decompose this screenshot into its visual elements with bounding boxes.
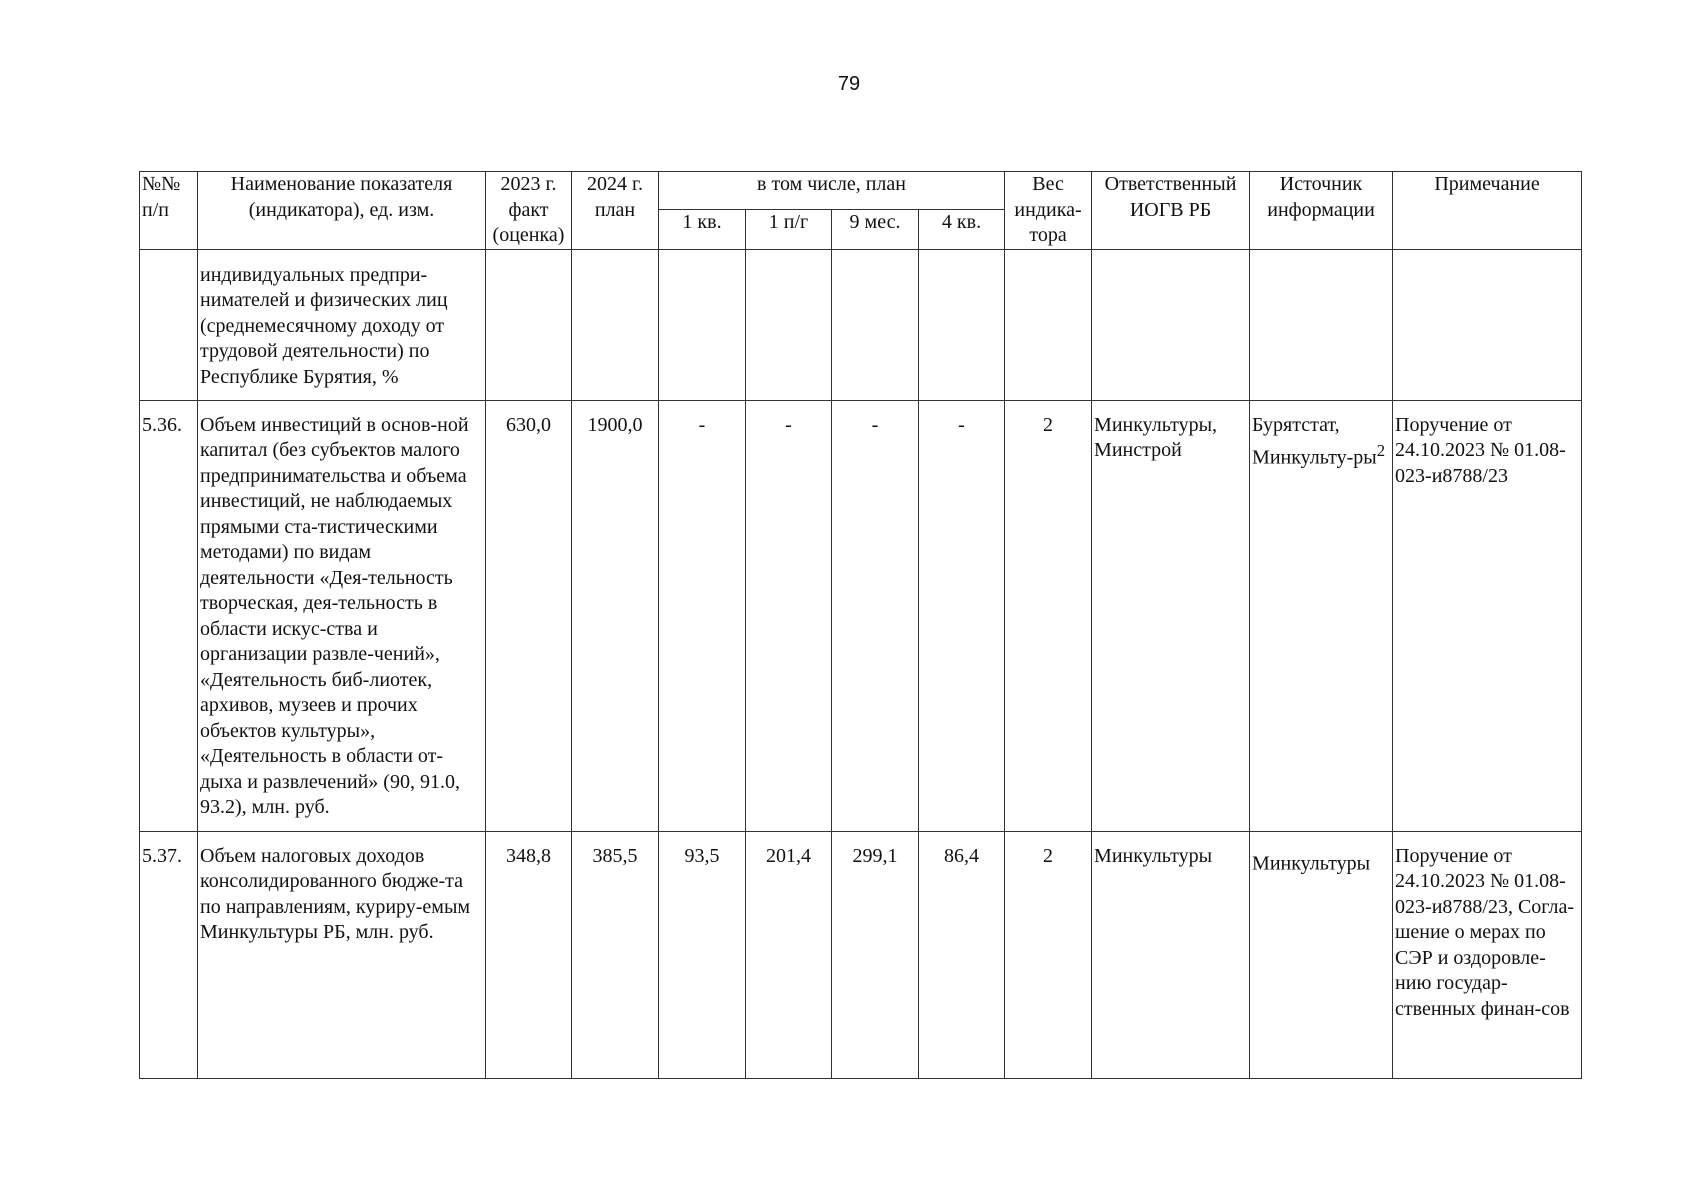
row-indicator-name: Объем налоговых доходов консолидированного бюдже-та по направлениям, куриру-емым Минкультуры РБ, млн. руб. xyxy=(198,831,486,1078)
indicators-table xyxy=(139,171,1582,1079)
row-indicator-name: индивидуальных предпри-нимателей и физических лиц (среднемесячному доходу от трудовой деятельности) по Республике Бурятия, % xyxy=(198,249,486,400)
header-2024-plan: 2024 г. план xyxy=(572,172,659,250)
row-source xyxy=(1250,249,1393,400)
row-h1: - xyxy=(746,400,832,831)
row-weight xyxy=(1005,249,1092,400)
row-source xyxy=(1250,831,1393,1078)
row-h1: 201,4 xyxy=(746,831,832,1078)
footnote-mark: 2 xyxy=(1376,441,1386,460)
header-q4: 4 кв. xyxy=(919,210,1005,250)
row-note: Поручение от 24.10.2023 № 01.08-023-и8788/23 xyxy=(1393,400,1582,831)
row-responsible: Минкультуры xyxy=(1092,831,1250,1078)
table-row xyxy=(140,249,1582,400)
row-9-months: - xyxy=(832,400,919,831)
header-source: Источник информации xyxy=(1250,172,1393,250)
header-h1: 1 п/г xyxy=(746,210,832,250)
row-responsible: Минкультуры, Минстрой xyxy=(1092,400,1250,831)
header-name: Наименование показателя (индикатора), ед. изм. xyxy=(198,172,486,250)
row-number: 5.37. xyxy=(140,831,198,1078)
row-number xyxy=(140,249,198,400)
row-indicator-name: Объем инвестиций в основ-ной капитал (без субъектов малого предпринимательства и объема инвестиций, не наблюдаемых прямыми ста-тистическими методами) по видам деятельности «Дея-тельность творческая, дея-тельность в области искус-ства и организации развле-чений», «Деятельность биб-лиотек, архивов, музеев и прочих объектов культуры», «Деятельность в области от-дыха и развлечений» (90, 91.0, 93.2), млн. руб. xyxy=(198,400,486,831)
row-plan-2024: 1900,0 xyxy=(572,400,659,831)
header-number: №№ п/п xyxy=(140,172,198,250)
row-plan-2024: 385,5 xyxy=(572,831,659,1078)
row-fact-2023: 348,8 xyxy=(486,831,572,1078)
row-q4 xyxy=(919,249,1005,400)
row-source-text: Минкультуры xyxy=(1252,852,1371,875)
header-responsible: Ответственный ИОГВ РБ xyxy=(1092,172,1250,250)
row-q1: 93,5 xyxy=(659,831,746,1078)
row-plan-2024 xyxy=(572,249,659,400)
row-note: Поручение от 24.10.2023 № 01.08-023-и8788/23, Согла-шение о мерах по СЭР и оздоровле-нию государ-ственных финан-сов xyxy=(1393,831,1582,1078)
row-weight: 2 xyxy=(1005,831,1092,1078)
row-h1 xyxy=(746,249,832,400)
page-number: 79 xyxy=(837,73,861,95)
table-row xyxy=(140,400,1582,831)
row-q4: - xyxy=(919,400,1005,831)
row-q1: - xyxy=(659,400,746,831)
row-responsible xyxy=(1092,249,1250,400)
row-fact-2023: 630,0 xyxy=(486,400,572,831)
row-9-months: 299,1 xyxy=(832,831,919,1078)
row-9-months xyxy=(832,249,919,400)
row-fact-2023 xyxy=(486,249,572,400)
header-9-months: 9 мес. xyxy=(832,210,919,250)
header-weight: Вес индика-тора xyxy=(1005,172,1092,250)
row-q4: 86,4 xyxy=(919,831,1005,1078)
table-header xyxy=(140,172,1582,250)
header-q1: 1 кв. xyxy=(659,210,746,250)
row-number: 5.36. xyxy=(140,400,198,831)
row-note xyxy=(1393,249,1582,400)
header-note: Примечание xyxy=(1393,172,1582,250)
row-source xyxy=(1250,400,1393,831)
row-q1 xyxy=(659,249,746,400)
row-weight: 2 xyxy=(1005,400,1092,831)
table-row xyxy=(140,831,1582,1078)
header-including-plan: в том числе, план xyxy=(659,172,1005,210)
header-2023-fact: 2023 г. факт (оценка) xyxy=(486,172,572,250)
row-source-text: Бурятстат, Минкульту-ры xyxy=(1252,413,1377,469)
